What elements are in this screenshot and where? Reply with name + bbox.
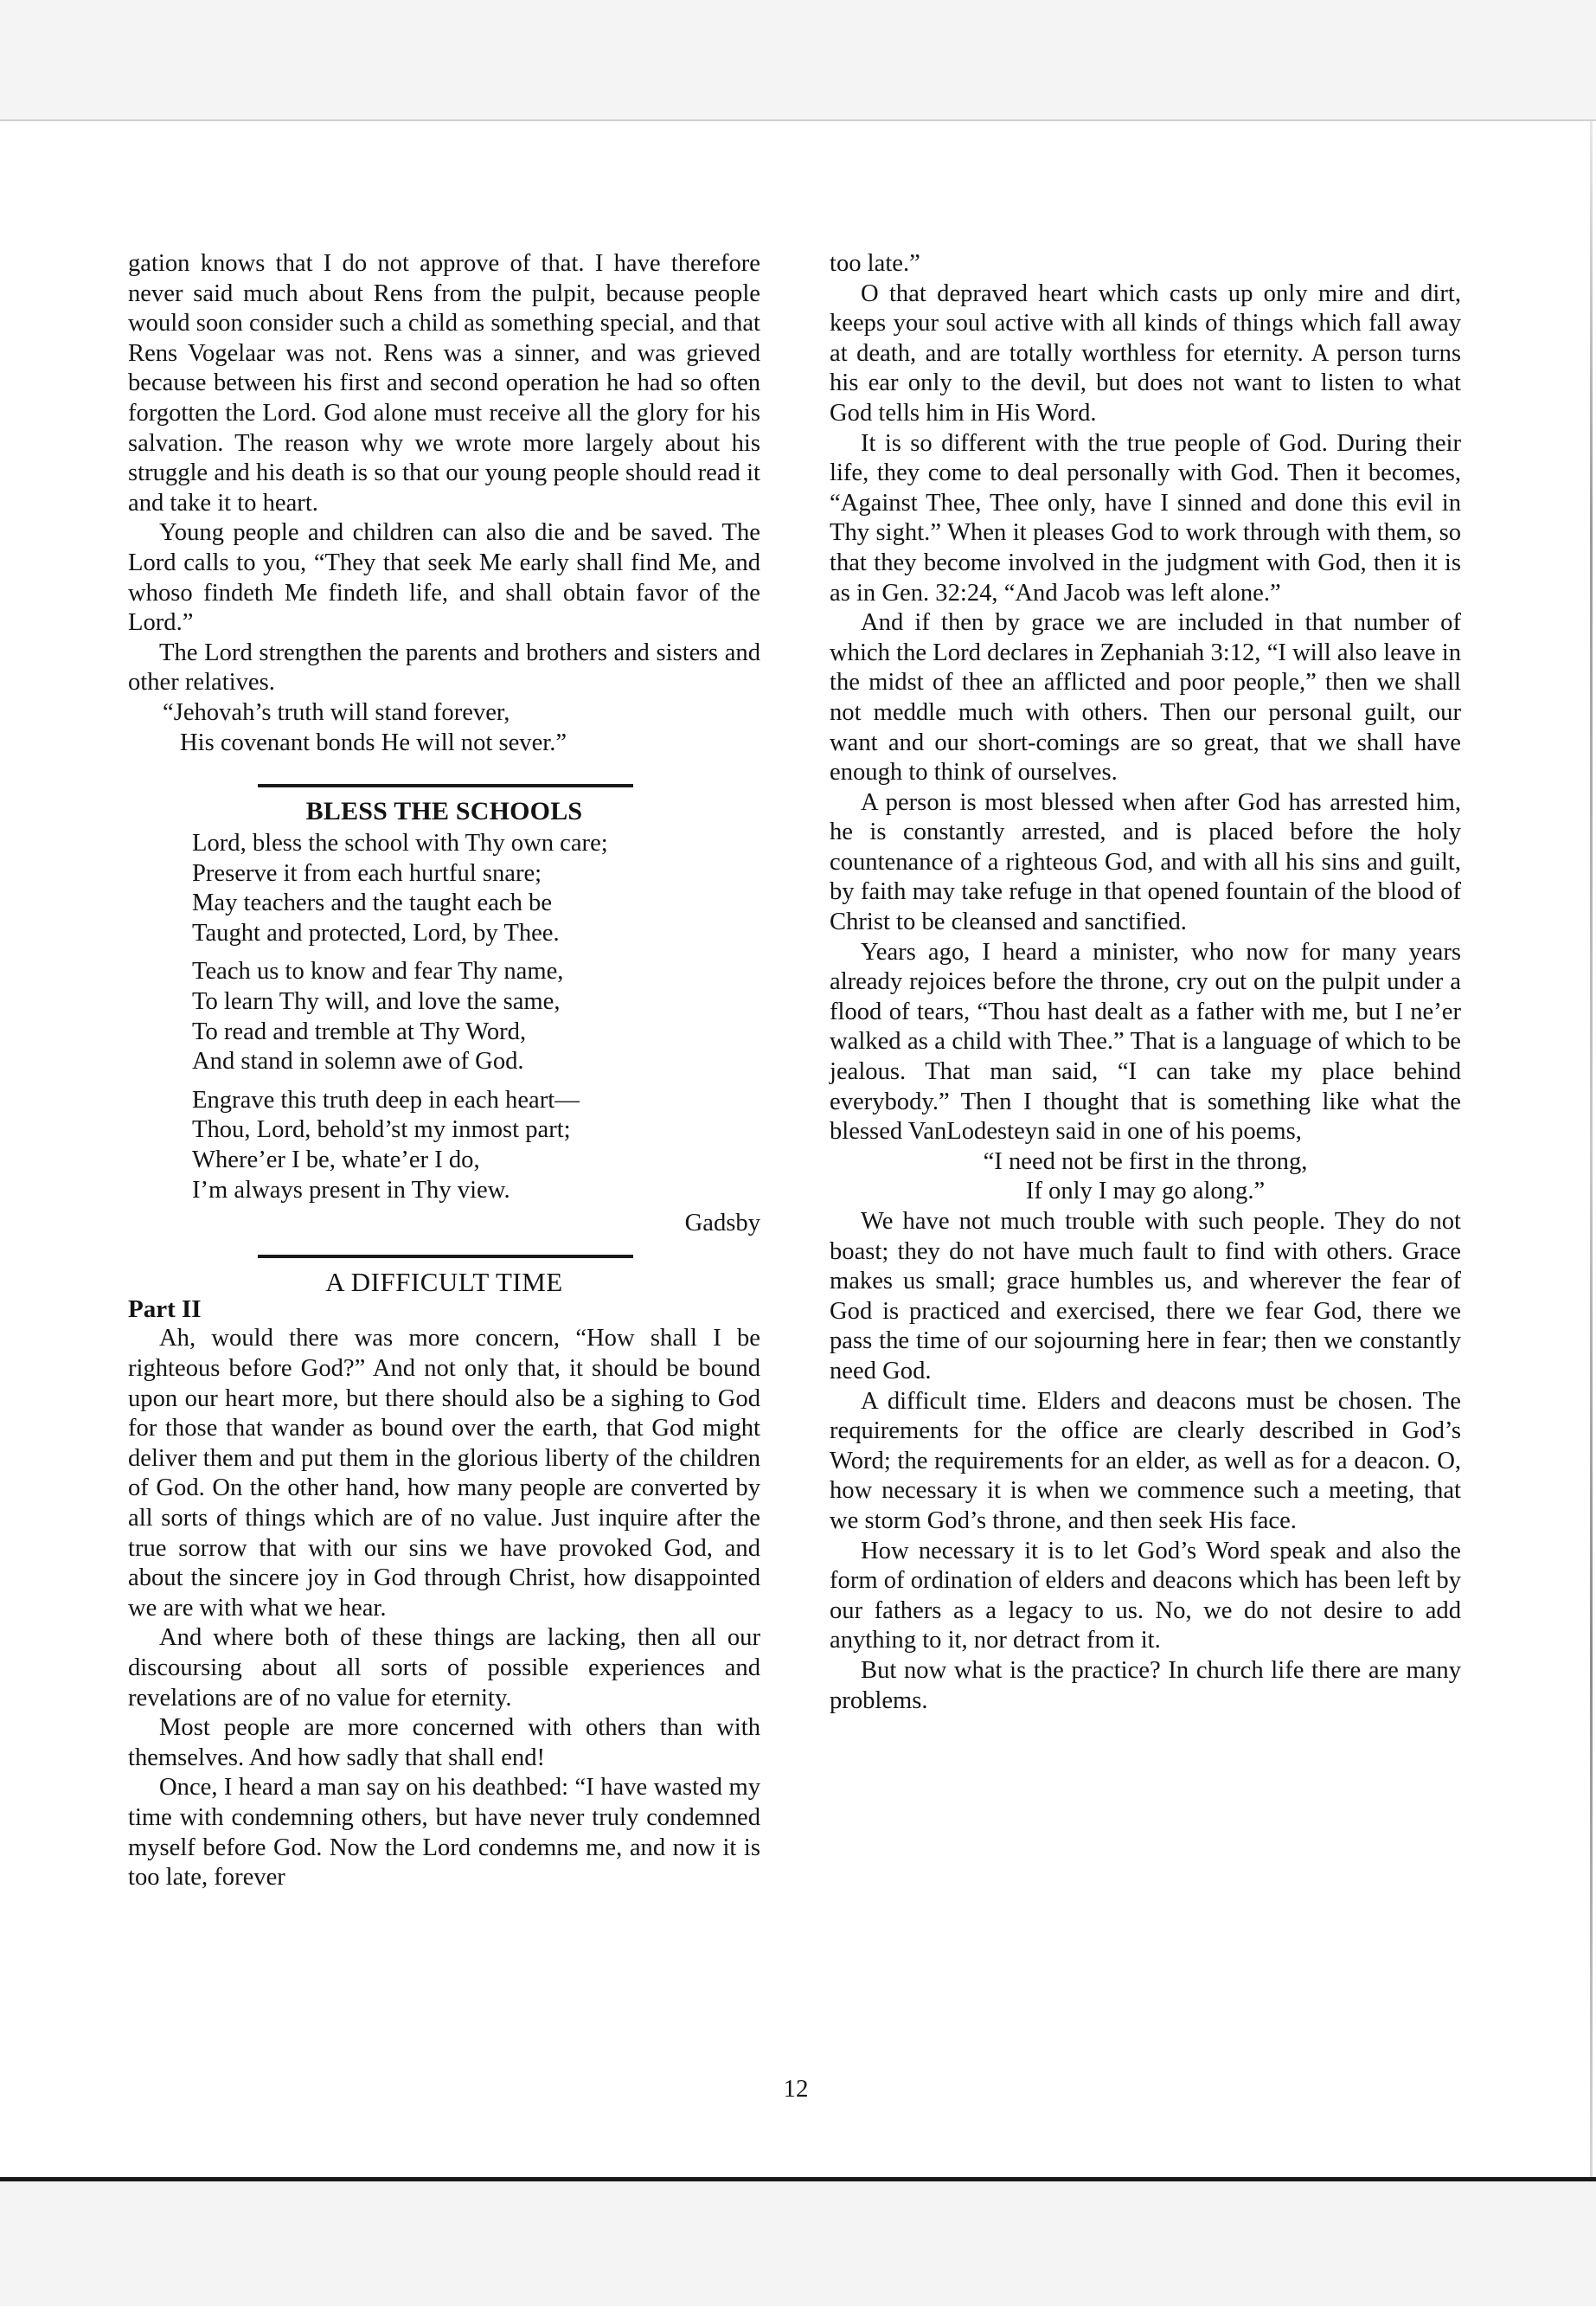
quote-line: “Jehovah’s truth will stand forever, [163, 698, 510, 726]
quote-line: His covenant bonds He will not sever.” [180, 729, 567, 756]
body-paragraph: And where both of these things are lacking, then all our discoursing about all sorts of possible experiences and revelations are of no value for eternity. [128, 1624, 760, 1712]
poem-stanza-3 [192, 1086, 760, 1205]
poem-line: Engrave this truth deep in each heart— [192, 1086, 580, 1114]
body-paragraph: Years ago, I heard a minister, who now for many years already rejoices before the throne, cry out on the pulpit under a flood of tears, “Thou hast dealt as a father with me, but I ne’er walked as a child with Thee.” That is a language of which to be jealous. That man said, “I can take my place behind everybody.” Then I thought that is something like what the blessed VanLodesteyn said in one of his poems, [830, 938, 1461, 1146]
poem-line: To learn Thy will, and love the same, [192, 988, 561, 1016]
scan-edge-marks [1590, 121, 1593, 2177]
body-paragraph: Once, I heard a man say on his deathbed: “I have wasted my time with condemning others, but have never truly condemned myself before God. Now the Lord condemns me, and now it is too late, forever [128, 1774, 760, 1892]
poem-line: May teachers and the taught each be [192, 890, 553, 917]
poem-title: BLESS THE SCHOOLS [305, 797, 583, 826]
poem-line: Taught and protected, Lord, by Thee. [192, 919, 560, 947]
poem-line: Thou, Lord, behold’st my inmost part; [192, 1116, 571, 1144]
article-title: A DIFFICULT TIME [325, 1266, 563, 1297]
scan-top-margin [0, 0, 1596, 121]
body-paragraph: gation knows that I do not approve of that. I have therefore never said much about Rens from the pulpit, because people would soon consider such a child as something special, and that Rens Vogelaar was not. Rens was a sinner, and was grieved because between his first and second operation he had so often forgotten the Lord. God alone must receive all the glory for his salvation. The reason why we wrote more largely about his struggle and his death is so that our young people should read it and take it to heart. [128, 250, 760, 517]
body-paragraph: A person is most blessed when after God has arrested him, he is constantly arrested, and is placed before the holy countenance of a righteous God, and with all his sins and guilt, by faith may take refuge in that opened fountain of the blood of Christ to be cleansed and sanctified. [830, 788, 1461, 936]
body-paragraph: It is so different with the true people of God. During their life, they come to deal personally with God. Then it becomes, “Against Thee, Thee only, have I sinned and done this evil in Thy sight.” When it pleases God to work through with them, so that they become involved in the judgment with God, then it is as in Gen. 32:24, “And Jacob was left alone.” [830, 429, 1461, 607]
left-column [128, 249, 760, 1893]
poem-quote [830, 1147, 1461, 1207]
body-paragraph: The Lord strengthen the parents and brothers and sisters and other relatives. [128, 639, 760, 697]
section-divider [258, 784, 633, 787]
scan-bottom-margin [0, 2177, 1596, 2306]
body-paragraph: too late.” [830, 250, 920, 277]
poem-line: Teach us to know and fear Thy name, [192, 958, 564, 986]
body-paragraph: A difficult time. Elders and deacons must be chosen. The requirements for the office are clearly described in God’s Word; the requirements for an elder, as well as for a deacon. O, how necessary it is when we commence such a meeting, that we storm God’s throne, and then seek His face. [830, 1387, 1461, 1534]
poem-stanza-1 [192, 829, 760, 948]
body-paragraph: And if then by grace we are included in that number of which the Lord declares in Zephaniah 3:12, “I will also leave in the midst of thee an afflicted and poor people,” then we shall not meddle much with others. Then our personal guilt, our want and our short-comings are so great, that we shall have enough to think of ourselves. [830, 609, 1461, 787]
poem-line: Where’er I be, whate’er I do, [192, 1147, 480, 1174]
poem-line: And stand in solemn awe of God. [192, 1048, 524, 1076]
poem-line: To read and tremble at Thy Word, [192, 1018, 527, 1045]
poem-line: Lord, bless the school with Thy own care; [192, 830, 608, 858]
page-number: 12 [783, 2075, 809, 2103]
section-divider [258, 1255, 633, 1258]
body-paragraph: But now what is the practice? In church life there are many problems. [830, 1656, 1461, 1714]
body-paragraph: How necessary it is to let God’s Word speak and also the form of ordination of elders and deacons which has been left by our fathers as a legacy to us. No, we do not desire to add anything to it, nor detract from it. [830, 1537, 1461, 1654]
part-label: Part II [128, 1294, 202, 1323]
body-paragraph: O that depraved heart which casts up only mire and dirt, keeps your soul active with all kinds of things which fall away at death, and are totally worthless for eternity. A person turns his ear only to the devil, but does not want to listen to what God tells him in His Word. [830, 279, 1461, 427]
poem-line: Preserve it from each hurtful snare; [192, 859, 542, 887]
body-paragraph: Young people and children can also die and be saved. The Lord calls to you, “They that seek Me early shall find Me, and whoso findeth Me findeth life, and shall obtain favor of the Lord.” [128, 519, 760, 637]
closing-quote [163, 698, 760, 758]
right-column [830, 249, 1461, 1716]
poem-line: I’m always present in Thy view. [192, 1176, 510, 1204]
quote-line: “I need not be first in the throng, [983, 1147, 1308, 1175]
poem-stanza-2 [192, 957, 760, 1076]
quote-line: If only I may go along.” [1025, 1178, 1266, 1205]
body-paragraph: Ah, would there was more concern, “How shall I be righteous before God?” And not only that, it should be bound upon our heart more, but there should also be a sighing to God for those that wander as bound over the earth, that God might deliver them and put them in the glorious liberty of the children of God. On the other hand, how many people are converted by all sorts of things which are of no value. Just inquire after the true sorrow that with our sins we have provoked God, and about the sincere joy in God through Christ, how disappointed we are with what we hear. [128, 1325, 760, 1622]
body-paragraph: Most people are more concerned with others than with themselves. And how sadly that shall end! [128, 1714, 760, 1771]
body-paragraph: We have not much trouble with such people. They do not boast; they do not have much fault to find with others. Grace makes us small; grace humbles us, and wherever the fear of God is practiced and exercised, there we fear God, there we pass the time of our sojourning here in fear; then we constantly need God. [830, 1208, 1461, 1384]
poem-author: Gadsby [684, 1210, 760, 1237]
